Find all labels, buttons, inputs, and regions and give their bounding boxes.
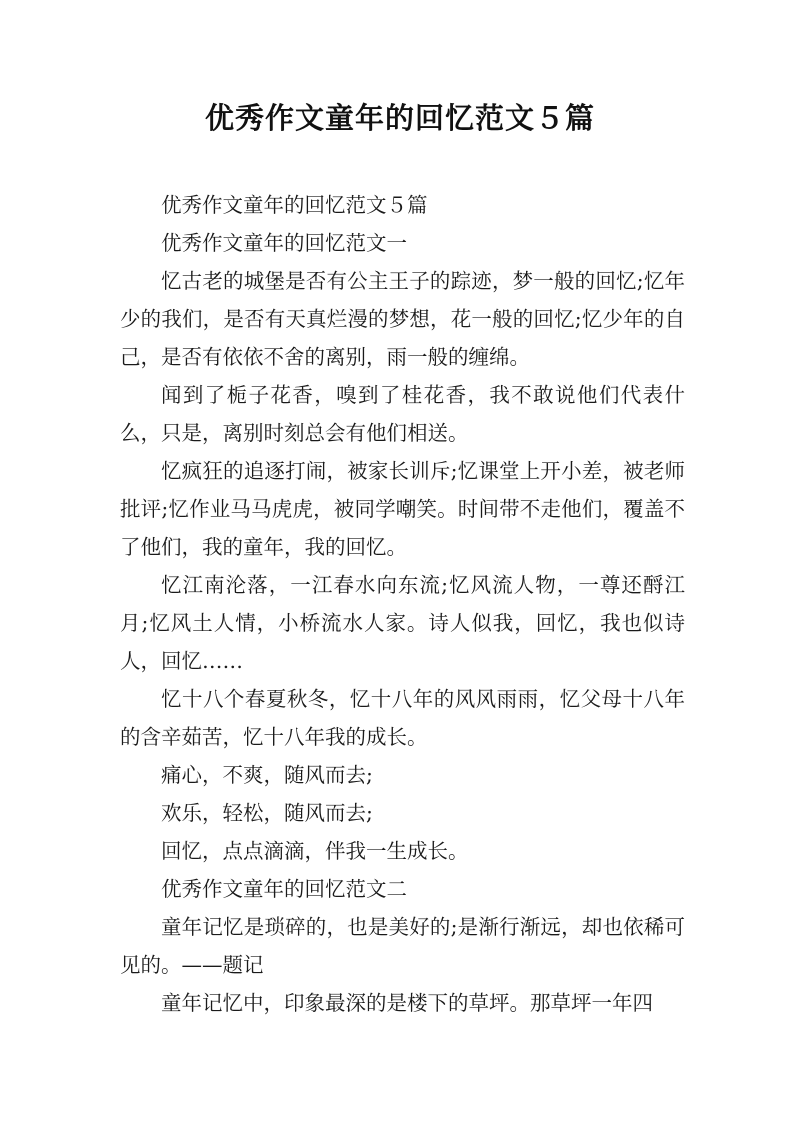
paragraph: 优秀作文童年的回忆范文５篇 xyxy=(161,193,428,217)
paragraph: 痛心，不爽，随风而去; xyxy=(161,763,373,787)
paragraph: 闻到了栀子花香，嗅到了桂花香，我不敢说他们代表什么，只是，离别时刻总会有他们相送。 xyxy=(120,383,685,445)
document-body xyxy=(120,186,685,1022)
paragraph: 回忆，点点滴滴，伴我一生成长。 xyxy=(161,839,469,863)
document-title: 优秀作文童年的回忆范文５篇 xyxy=(204,101,595,135)
paragraph: 忆十八个春夏秋冬，忆十八年的风风雨雨，忆父母十八年的含辛茹苦，忆十八年我的成长。 xyxy=(120,687,685,749)
paragraph: 童年记忆中，印象最深的是楼下的草坪。那草坪一年四 xyxy=(161,991,653,1015)
paragraph: 优秀作文童年的回忆范文二 xyxy=(161,877,407,901)
paragraph: 童年记忆是琐碎的，也是美好的;是渐行渐远，却也依稀可见的。——题记 xyxy=(120,915,685,977)
paragraph: 忆古老的城堡是否有公主王子的踪迹，梦一般的回忆;忆年少的我们，是否有天真烂漫的梦想，花一般的回忆;忆少年的自己，是否有依依不舍的离别，雨一般的缠绵。 xyxy=(120,269,685,369)
paragraph: 欢乐，轻松，随风而去; xyxy=(161,801,373,825)
paragraph: 优秀作文童年的回忆范文一 xyxy=(161,231,407,255)
paragraph: 忆疯狂的追逐打闹，被家长训斥;忆课堂上开小差，被老师批评;忆作业马马虎虎，被同学嘲笑。时间带不走他们，覆盖不了他们，我的童年，我的回忆。 xyxy=(120,459,685,559)
paragraph: 忆江南沦落，一江春水向东流;忆风流人物，一尊还酹江月;忆风土人情，小桥流水人家。诗人似我，回忆，我也似诗人，回忆…… xyxy=(120,573,685,673)
